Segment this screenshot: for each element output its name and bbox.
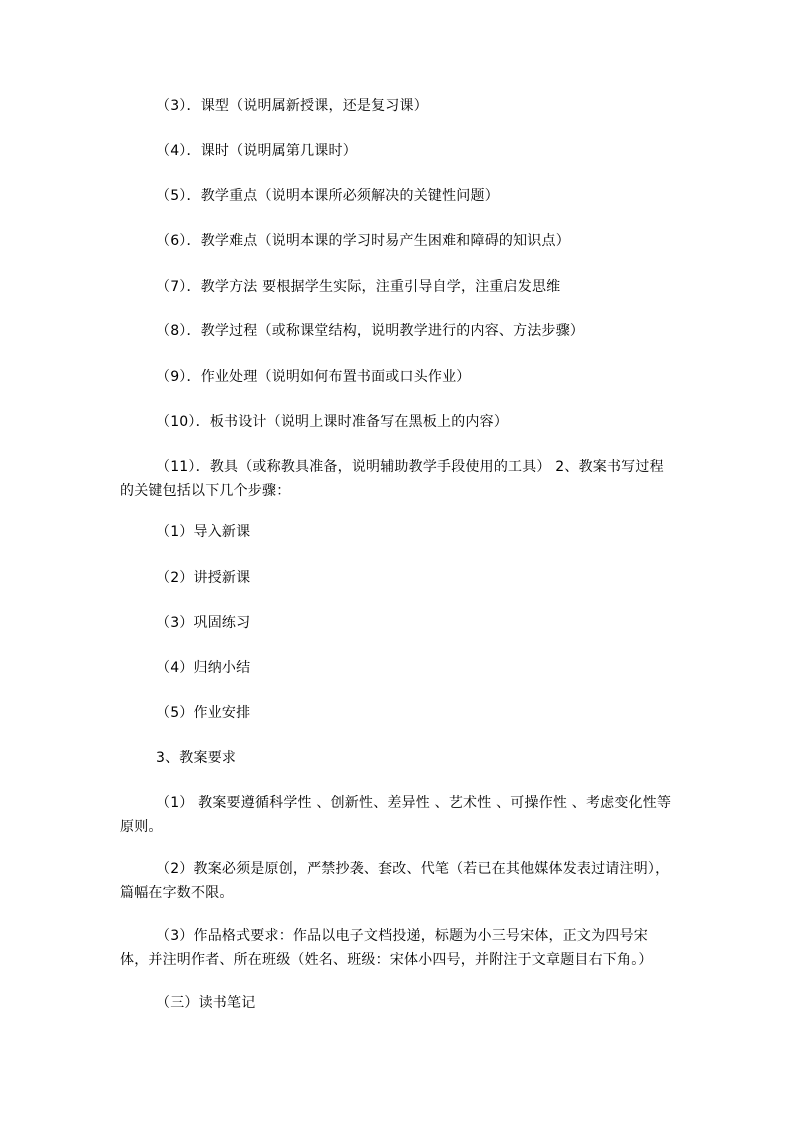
paragraph-blackboard-design: （10）．板书设计（说明上课时准备写在黑板上的内容） [156, 414, 509, 430]
paragraph-requirement-format: （3）作品格式要求：作品以电子文档投递，标题为小三号宋体，正文为四号宋体，并注明作者、所在班级（姓名、班级：宋体小四号，并附注于文章题目右下角。） [120, 928, 653, 968]
paragraph-teaching-methods: （7）．教学方法 要根据学生实际，注重引导自学，注重启发思维 [156, 279, 561, 295]
paragraph-reading-notes: （三）读书笔记 [156, 995, 256, 1011]
paragraph-step-practice: （3）巩固练习 [156, 615, 251, 631]
paragraph-teaching-aids: （11）．教具（或称教具准备，说明辅助教学手段使用的工具） 2、教案书写过程的关键包括以下几个步骤： [120, 459, 664, 499]
paragraph-requirement-originality: （2）教案必须是原创，严禁抄袭、套改、代笔（若已在其他媒体发表过请注明），篇幅在字数不限。 [120, 861, 670, 901]
paragraph-difficult-points: （6）．教学难点（说明本课的学习时易产生困难和障碍的知识点） [156, 233, 570, 249]
paragraph-homework: （9）．作业处理（说明如何布置书面或口头作业） [156, 369, 471, 385]
paragraph-requirement-principles: （1） 教案要遵循科学性 、创新性、差异性 、艺术性 、可操作性 、考虑变化性等原则。 [120, 795, 672, 835]
paragraph-step-teach: （2）讲授新课 [156, 570, 251, 586]
paragraph-step-homework: （5）作业安排 [156, 705, 251, 721]
paragraph-class-hours: （4）．课时（说明属第几课时） [156, 143, 357, 159]
paragraph-step-introduce: （1）导入新课 [156, 524, 251, 540]
paragraph-key-points: （5）．教学重点（说明本课所必须解决的关键性问题） [156, 188, 499, 204]
paragraph-section-requirements: 3、教案要求 [156, 750, 237, 766]
paragraph-lesson-type: （3）．课型（说明属新授课，还是复习课） [156, 98, 428, 114]
paragraph-teaching-process: （8）．教学过程（或称课堂结构，说明教学进行的内容、方法步骤） [156, 323, 585, 339]
paragraph-step-summary: （4）归纳小结 [156, 660, 251, 676]
